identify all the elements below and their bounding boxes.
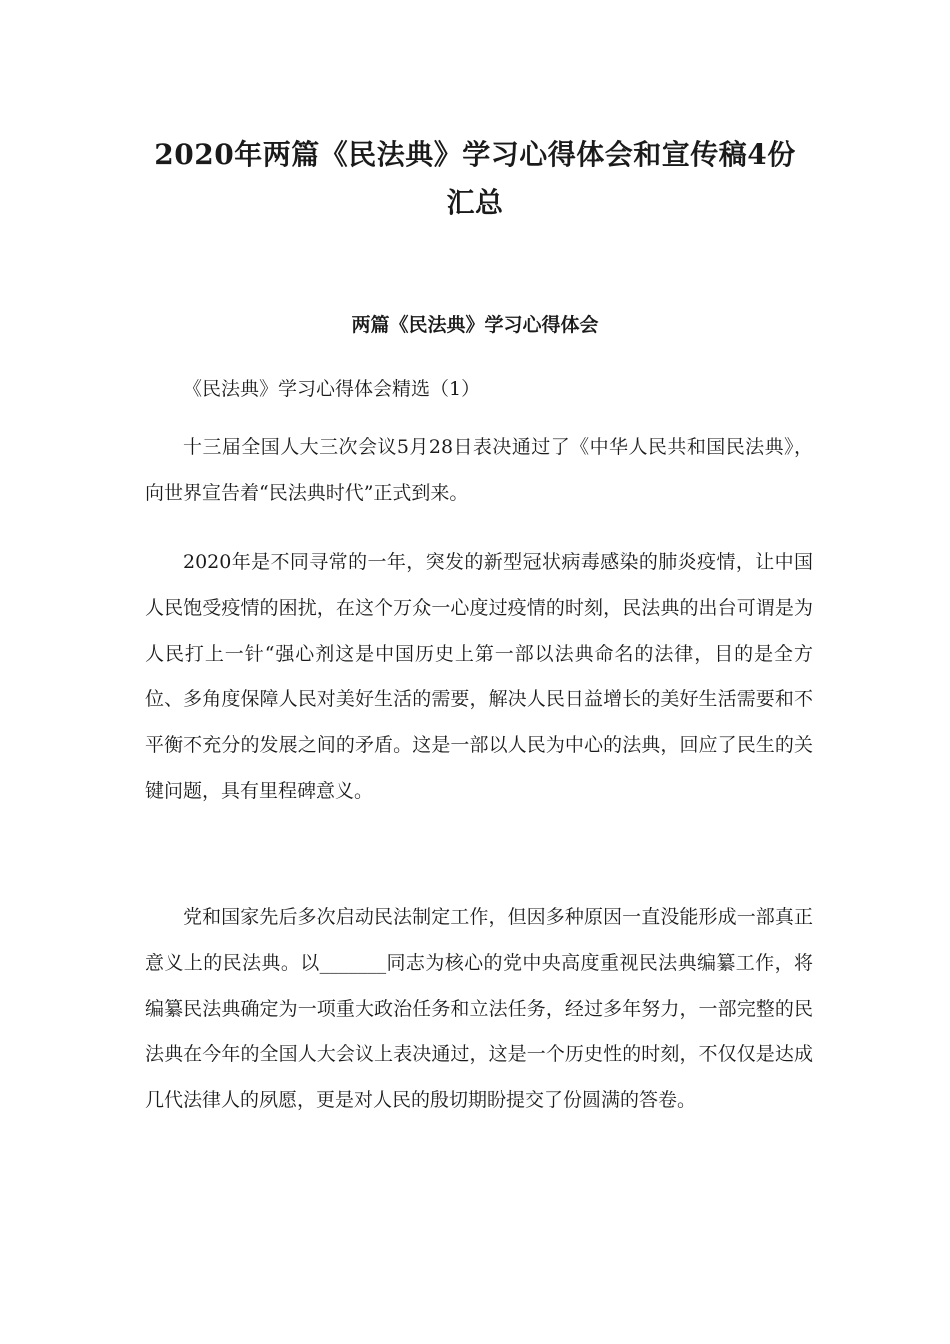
paragraph: 党和国家先后多次启动民法制定工作，但因多种原因一直没能形成一部真正意义上的民法典。以_______同志为核心的党中央高度重视民法典编纂工作，将编纂民法典确定为一项重大政治任务和立法任务，经过多年努力，一部完整的民法典在今年的全国人大会议上表决通过，这是一个历史性的时刻，不仅仅是达成几代法律人的夙愿，更是对人民的殷切期盼提交了份圆满的答卷。 bbox=[145, 906, 813, 1112]
document-title bbox=[110, 131, 840, 227]
document-title-line1: 2020年两篇《民法典》学习心得体会和宣传稿4份 bbox=[154, 138, 796, 171]
paragraph: 十三届全国人大三次会议5月28日表决通过了《中华人民共和国民法典》，向世界宣告着“民法典时代”正式到来。 bbox=[145, 436, 813, 504]
section-heading: 两篇《民法典》学习心得体会 bbox=[351, 314, 599, 336]
sub-heading: 《民法典》学习心得体会精选（1） bbox=[183, 378, 481, 400]
document-title-line2: 汇总 bbox=[446, 186, 504, 219]
paragraph: 2020年是不同寻常的一年，突发的新型冠状病毒感染的肺炎疫情，让中国人民饱受疫情的困扰，在这个万众一心度过疫情的时刻，民法典的出台可谓是为人民打上一针“强心剂这是中国历史上第一部以法典命名的法律，目的是全方位、多角度保障人民对美好生活的需要，解决人民日益增长的美好生活需要和不平衡不充分的发展之间的矛盾。这是一部以人民为中心的法典，回应了民生的关键问题，具有里程碑意义。 bbox=[145, 551, 813, 802]
